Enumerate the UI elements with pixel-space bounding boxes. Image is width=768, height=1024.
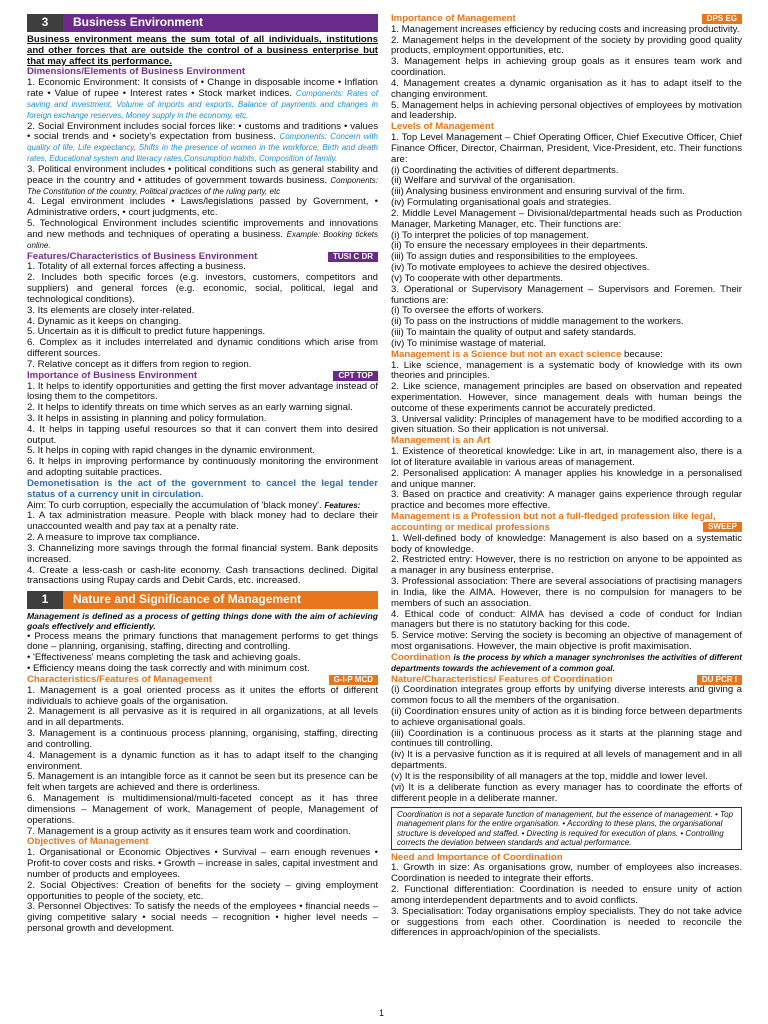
demonetisation-item: 4. Create a less-cash or cash-lite economy. Cash transactions declined. Digital transactions using Rupay cards and Debit Cards, etc. increased.: [27, 564, 378, 587]
coordination-item: (vi) It is a deliberate function as every manager has to coordinate the efforts of different people in a deliberate manner.: [391, 781, 742, 804]
effectiveness-text: • 'Effectiveness' means completing the task and achieving goals.: [27, 652, 301, 664]
feature-item: 4. Dynamic as it keeps on changing.: [27, 315, 182, 327]
mnemonic-tag: G-I-P MCD: [329, 675, 378, 685]
mnemonic-tag: CPT TOP: [333, 371, 378, 381]
page-number: 1: [379, 1008, 385, 1018]
characteristics-heading: Characteristics/Features of Management G-I-P MCD: [27, 675, 378, 686]
dimension-item: 2. Social Environment includes social forces like: • customs and traditions • values • social trends and • society's expectation from business. Components: Concern with quality of life, Life expectancy, Shifts in the presence of women in the workforce, Birth and death rates, Educational system and literacy rates,Consumption habits, Composition of family.: [27, 120, 379, 164]
level-item: (i) Coordinating the activities of different departments.: [391, 164, 619, 176]
need-item: 2. Functional differentiation: Coordination is needed to ensure unity of action among interdependent departments and to avoid conflicts.: [391, 884, 742, 906]
levels-heading: Levels of Management: [391, 121, 494, 133]
characteristic-item: 3. Management is a continuous process planning, organising, staffing, directing and controlling.: [27, 728, 378, 750]
importance-item: 6. It helps in improving performance by continuously monitoring the environment and adopting suitable practices.: [27, 456, 378, 479]
coordination-item: (ii) Coordination ensures unity of action as it is binding force between departments to achieve organisational goals.: [391, 706, 742, 728]
components-note: Components: Rates of saving and investment, Volume of imports and exports, Balance of payments and changes in foreign exchange reserves, Money supply in the economy, etc.: [27, 89, 378, 120]
mnemonic-tag: DPS EG: [702, 14, 742, 24]
characteristic-item: 4. Management is a dynamic function as it has to adapt itself to the changing environment.: [27, 749, 378, 772]
objective-item: 2. Social Objectives: Creation of benefits for the society – giving employment opportunities to people of the society, etc.: [27, 879, 378, 902]
level-item: (i) To oversee the efforts of workers.: [391, 305, 544, 317]
art-item: 1. Existence of theoretical knowledge: Like in art, in management also, there is a lot of literature available in various areas of management.: [391, 446, 742, 468]
level-item: (ii) To pass on the instructions of middle management to the workers.: [391, 316, 684, 328]
importance-item: 2. Management helps in the development of the society by providing good quality products, employment opportunities, etc.: [391, 34, 742, 57]
management-definition: Management is defined as a process of getting things done with the aim of achieving goals effectively and efficiently.: [27, 611, 378, 631]
art-item: 3. Based on practice and creativity: A manager gains experience through regular practice and becomes more effective.: [391, 489, 742, 512]
level-item: (iii) To assign duties and responsibilities to the employees.: [391, 251, 638, 263]
profession-heading: Management is a Profession but not a full-fledged profession like legal, accounting or medical professions SWEEP: [391, 512, 742, 534]
level-item: (ii) Welfare and survival of the organisation.: [391, 175, 576, 187]
left-column: [27, 14, 378, 935]
objectives-heading: Objectives of Management: [27, 836, 149, 848]
objective-item: 3. Personnel Objectives: To satisfy the needs of the employees • financial needs – giving competitive salary • social needs – recognition • higher level needs – personal growth and development.: [27, 901, 378, 934]
feature-item: 2. Includes both specific forces (e.g. investors, customers, competitors and suppliers) and general forces (e.g. economic, social, political, legal and technological conditions).: [27, 272, 378, 305]
coordination-item: (iv) It is a pervasive function as it is required at all levels of management and in all departments.: [391, 749, 742, 772]
demonetisation-item: 2. A measure to improve tax compliance.: [27, 532, 200, 544]
example-note: Example: Booking tickets online.: [27, 229, 379, 250]
level-item: (iv) To motivate employees to achieve the desired objectives.: [391, 262, 650, 274]
section-number: 3: [27, 14, 63, 32]
coordination-definition: Coordination is the process by which a manager synchronises the activities of different departments towards the achievement of a common goal.: [391, 651, 742, 673]
components-note: Components: The Constitution of the country, Political practices of the ruling party, etc: [27, 175, 378, 196]
dimension-item: 3. Political environment includes • political conditions such as general stability and peace in the country and • attitudes of government towards business. Components: The Constitution of the country, Political practices of the ruling party, etc: [27, 163, 378, 196]
science-item: 3. Universal validity: Principles of management have to be modified according to a given situation. So their application is not universal.: [391, 413, 742, 436]
mnemonic-tag: TUSI C DR: [328, 252, 378, 262]
level-item: (iv) Formulating organisational goals and strategies.: [391, 197, 612, 209]
importance-item: 4. Management creates a dynamic organisation as it has to adapt itself to the changing environment.: [391, 77, 742, 100]
demonetisation-aim: Aim: To curb corruption, especially the accumulation of 'black money'. Features:: [27, 499, 361, 511]
dimensions-heading: Dimensions/Elements of Business Environment: [27, 66, 246, 78]
importance-item: 5. It helps in coping with rapid changes in the dynamic environment.: [27, 445, 315, 457]
art-heading: Management is an Art: [391, 435, 491, 447]
level-item: 1. Top Level Management – Chief Operating Officer, Chief Executive Officer, Chief Finance Officer, Director, Chairman, President, Vice-President, etc. Their functions are:: [391, 132, 742, 165]
coordination-item: (iii) Coordination is a continuous process as it starts at the planning stage and continues till controlling.: [391, 727, 742, 750]
dimension-item: 1. Economic Environment: It consists of • Change in disposable income • Inflation rate • Value of rupee • Interest rates • Stock market indices. Components: Rates of saving and investment, Volume of imports and exports, Balance of payments and changes in foreign exchange reserves, Money supply in the economy, etc.: [27, 77, 378, 120]
section-title: Business Environment: [73, 15, 204, 30]
importance-item: 5. Management helps in achieving personal objectives of employees by motivation and leadership.: [391, 99, 742, 122]
level-item: (v) To cooperate with other departments.: [391, 272, 564, 284]
section-number: 1: [27, 591, 63, 609]
science-item: 2. Like science, management principles are based on observation and repeated experimentation. However, since management deals with human beings the outcome of these experiments cannot be accurately predicted.: [391, 381, 742, 414]
coordination-item: (i) Coordination integrates group efforts by unifying diverse interests and giving a common focus to all the members of the organisation.: [391, 684, 742, 707]
efficiency-text: • Efficiency means doing the task correctly and with minimum cost.: [27, 663, 310, 675]
features-heading: Features/Characteristics of Business Environment TUSI C DR: [27, 252, 378, 263]
art-item: 2. Personalised application: A manager applies his knowledge in a personalised and unique manner.: [391, 467, 742, 490]
feature-item: 6. Complex as it includes interrelated and dynamic conditions which arise from different sources.: [27, 337, 378, 360]
section-banner-business-environment: [27, 14, 378, 32]
importance-item: 3. Management helps in achieving group goals as it ensures team work and coordination.: [391, 56, 742, 79]
coordination-essence-box: Coordination is not a separate function of management, but the essence of management. • Top management plans for the entire organisation. • According to these plans, the organisational structure is developed and staffed. • Directing is required for execution of plans. • Controlling corrects the deviation between standards and actual performance.: [391, 807, 742, 849]
characteristic-item: 1. Management is a goal oriented process as it unites the efforts of different individuals to achieve goals of the organisation.: [27, 684, 378, 707]
level-item: (i) To interpret the policies of top management.: [391, 229, 589, 241]
level-item: 3. Operational or Supervisory Management – Supervisors and Foremen. Their functions are:: [391, 283, 742, 306]
level-item: (ii) To ensure the necessary employees in their departments.: [391, 240, 648, 252]
feature-item: 7. Relative concept as it differs from region to region.: [27, 358, 252, 370]
coordination-features-heading: Nature/Characteristics/ Features of Coordination DU PCR I: [391, 675, 742, 686]
need-of-coordination-heading: Need and Importance of Coordination: [391, 851, 563, 863]
mnemonic-tag: DU PCR I: [697, 675, 742, 685]
importance-heading: Importance of Business Environment CPT TOP: [27, 371, 378, 382]
characteristic-item: 7. Management is a group activity as it ensures team work and coordination.: [27, 825, 351, 837]
level-item: (iii) To maintain the quality of output and safety standards.: [391, 327, 637, 339]
feature-item: 1. Totality of all external forces affecting a business.: [27, 261, 246, 273]
definition-text: Business environment means the sum total of all individuals, institutions and other forces that are outside the control of a business enterprise but that may affect its performance.: [27, 34, 378, 67]
dimension-item: 4. Legal environment includes • Laws/legislations passed by Government, • Administrative orders, • court judgments, etc.: [27, 196, 378, 219]
process-text: • Process means the primary functions that management performs to get things done – planning, organising, staffing, directing and controlling.: [27, 630, 378, 653]
importance-item: 1. It helps to identify opportunities and getting the first mover advantage instead of losing them to the competitors.: [27, 380, 378, 403]
profession-item: 1. Well-defined body of knowledge: Management is also based on a systematic body of knowledge.: [391, 532, 742, 555]
profession-item: 3. Professional association: There are several associations of practising managers in India, like the AIMA. However, there is no compulsion for managers to be members of such an association.: [391, 576, 742, 609]
level-item: (iv) To minimise wastage of material.: [391, 337, 546, 349]
feature-item: 5. Uncertain as it is difficult to predict future happenings.: [27, 326, 266, 338]
demonetisation-item: 3. Channelizing more savings through the formal financial system. Bank deposits increased.: [27, 542, 378, 565]
characteristic-item: 5. Management is an intangible force as it cannot be seen but its presence can be felt when targets are achieved and there is orderliness.: [27, 771, 378, 794]
mnemonic-tag: SWEEP: [703, 522, 742, 532]
need-item: 1. Growth in size: As organisations grow, number of employees also increases. Coordination is needed to integrate their efforts.: [391, 862, 742, 885]
demonetisation-item: 1. A tax administration measure. People with black money had to declare their unaccounted wealth and pay tax at a penalty rate.: [27, 510, 378, 533]
right-column: [391, 14, 742, 939]
science-item: 1. Like science, management is a systematic body of knowledge with its own theories and principles.: [391, 359, 742, 382]
section-banner-nature-of-management: [27, 591, 378, 609]
characteristic-item: 2. Management is all pervasive as it is required in all organizations, at all levels and in all departments.: [27, 706, 378, 729]
profession-item: 4. Ethical code of conduct: AIMA has devised a code of conduct for Indian managers but there is no statutory backing for this code.: [391, 608, 742, 631]
need-item: 3. Specialisation: Today organisations employ specialists. They do not take advice or suggestions from each other. Coordination is needed to reconcile the differences in approach/opinion of the specialists.: [391, 905, 742, 939]
demonetisation-heading: Demonetisation is the act of the government to cancel the legal tender status of a currency unit in circulation.: [27, 477, 378, 500]
importance-of-management-heading: Importance of Management DPS EG: [391, 14, 742, 25]
importance-item: 3. It helps in assisting in planning and policy formulation.: [27, 412, 267, 424]
profession-item: 2. Restricted entry: However, there is no restriction on anyone to be appointed as a manager in any business enterprise.: [391, 554, 742, 577]
profession-item: 5. Service motive: Serving the society is becoming an objective of management of most organisations. However, the main objective is profit maximisation.: [391, 630, 742, 653]
coordination-item: (v) It is the responsibility of all managers at the top, middle and lower level.: [391, 770, 708, 782]
science-heading: Management is a Science but not an exact science because:: [391, 348, 663, 360]
objective-item: 1. Organisational or Economic Objectives • Survival – earn enough revenues • Profit-to cover costs and risks. • Growth – increase in sales, capital investment and number of products and employees.: [27, 847, 379, 880]
dimension-item: 5. Technological Environment includes scientific improvements and innovations and new methods and techniques of operating a business. Example: Booking tickets online.: [27, 218, 379, 250]
section-title: Nature and Significance of Management: [73, 592, 302, 607]
importance-item: 4. It helps in tapping useful resources so that it can convert them into desired output.: [27, 423, 378, 446]
importance-item: 1. Management increases efficiency by reducing costs and increasing productivity.: [391, 23, 740, 35]
level-item: (iii) Analysing business environment and ensuring survival of the firm.: [391, 186, 685, 198]
level-item: 2. Middle Level Management – Divisional/departmental heads such as Production Manager, Marketing Manager, etc. Their functions are:: [391, 207, 742, 230]
components-note: Components: Concern with quality of life, Life expectancy, Shifts in the presence of women in the workforce, Birth and death rates, Educational system and literacy rates,Consumption habits, Composition of family.: [27, 132, 379, 164]
importance-item: 2. It helps to identify threats on time which serves as an early warning signal.: [27, 402, 353, 414]
feature-item: 3. Its elements are closely inter-related.: [27, 304, 195, 316]
characteristic-item: 6. Management is multidimensional/multi-faceted concept as it has three dimensions – Management of work, Management of people, Management of operations.: [27, 793, 378, 826]
